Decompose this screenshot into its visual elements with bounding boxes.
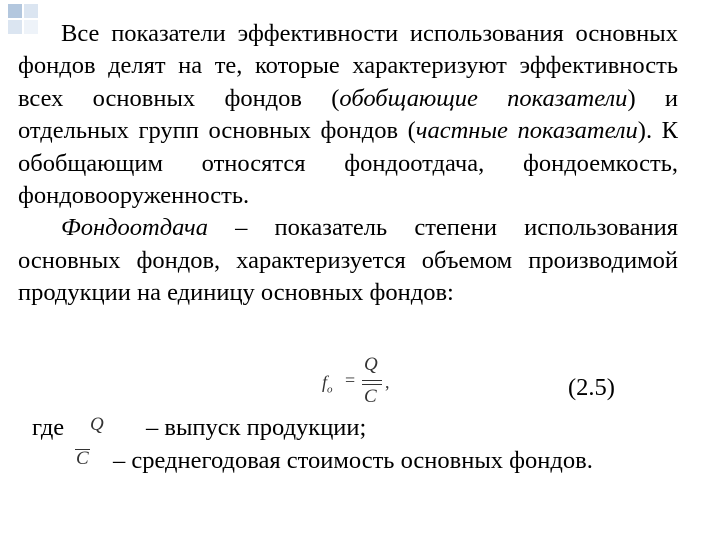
formula-lhs-symbol: f	[322, 372, 328, 392]
formula-equals: =	[345, 370, 356, 390]
formula-fo	[322, 356, 442, 408]
formula-lhs-subscript: o	[327, 383, 333, 396]
paragraph-text: Все показатели эффективности использования основных фондов делят на те, которые характеризуют эффективность всех основных фондов (	[18, 20, 678, 112]
paragraph-definition	[18, 212, 678, 309]
definition-c: – среднегодовая стоимость основных фондов.	[113, 447, 593, 474]
paragraph-text: ) и отдельных групп основных фондов (	[18, 84, 678, 145]
italic-term: частные показатели	[415, 117, 638, 145]
formula-comma: ,	[385, 372, 390, 392]
symbol-q: Q	[90, 414, 104, 435]
italic-term: Фондоотдача	[61, 214, 208, 242]
fraction-bar	[362, 380, 382, 381]
fraction-bar	[362, 384, 382, 385]
formula-numerator: Q	[364, 354, 378, 375]
equation-number: (2.5)	[568, 374, 615, 401]
paragraph-general	[18, 18, 678, 212]
where-label: где	[32, 414, 65, 441]
formula-denominator: C	[364, 386, 377, 407]
decor-square	[8, 4, 22, 18]
paragraph-text: ). К обобщающим относятся фондоотдача, фондоемкость, фондовооруженность.	[18, 117, 678, 210]
slide-body	[18, 18, 678, 310]
italic-term: обобщающие показатели	[339, 84, 628, 112]
decor-square	[24, 4, 38, 18]
formula-lhs	[322, 372, 333, 396]
paragraph-text: – показатель степени использования основных фондов, характеризуется объемом производимой продукции на единицу основных фондов:	[18, 214, 678, 307]
definition-q: – выпуск продукции;	[146, 414, 367, 441]
symbol-c: C	[76, 448, 89, 469]
